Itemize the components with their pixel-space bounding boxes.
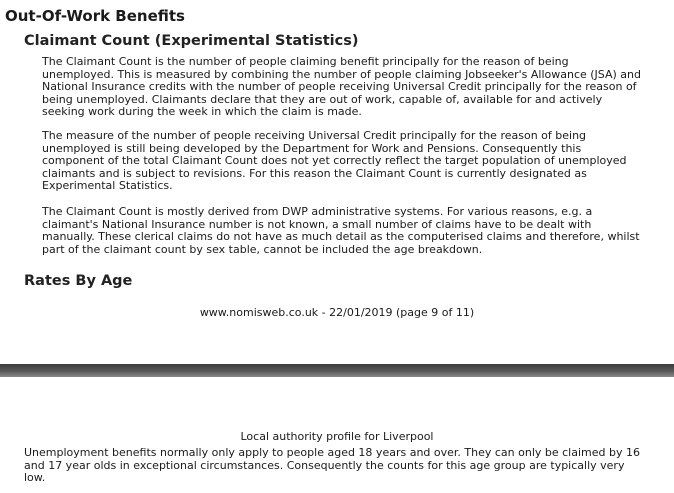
rates-by-age-title: Rates By Age <box>24 273 133 289</box>
section-title: Out-Of-Work Benefits <box>5 7 185 25</box>
paragraph-dwp-systems: The Claimant Count is mostly derived from DWP administrative systems. For various reasons, e.g. a claimant's National Insurance number is not known, a small number of claims have to be dealt with manually. These clerical claims do not have as much detail as the computerised claims and therefore, whilst part of the claimant count by sex table, cannot be included the age breakdown. <box>42 205 640 256</box>
paragraph-claimant-definition: The Claimant Count is the number of people claiming benefit principally for the reason of being unemployed. This is measured by combining the number of people claiming Jobseeker's Allowance (JSA) and National Insurance credits with the number of people receiving Universal Credit principally for the reason of being unemployed. Claimants declare that they are out of work, capable of, available for and actively seeking work during the week in which the claim is made. <box>42 55 642 119</box>
subsection-title: Claimant Count (Experimental Statistics) <box>24 33 359 49</box>
page-separator <box>0 364 674 377</box>
paragraph-universal-credit: The measure of the number of people receiving Universal Credit principally for the reason of being unemployed is still being developed by the Department for Work and Pensions. Consequently this component of the total Claimant Count does not yet correctly reflect the target population of unemployed claimants and is subject to revisions. For this reason the Claimant Count is currently designated as Experimental Statistics. <box>42 129 627 193</box>
page-footer: www.nomisweb.co.uk - 22/01/2019 (page 9 of 11) <box>199 306 475 319</box>
document-page-10 <box>0 377 674 493</box>
page-header: Local authority profile for Liverpool <box>240 430 434 443</box>
paragraph-age-eligibility: Unemployment benefits normally only apply to people aged 18 years and over. They can only be claimed by 16 and 17 year olds in exceptional circumstances. Consequently the counts for this age group are typically very low. <box>24 446 640 485</box>
